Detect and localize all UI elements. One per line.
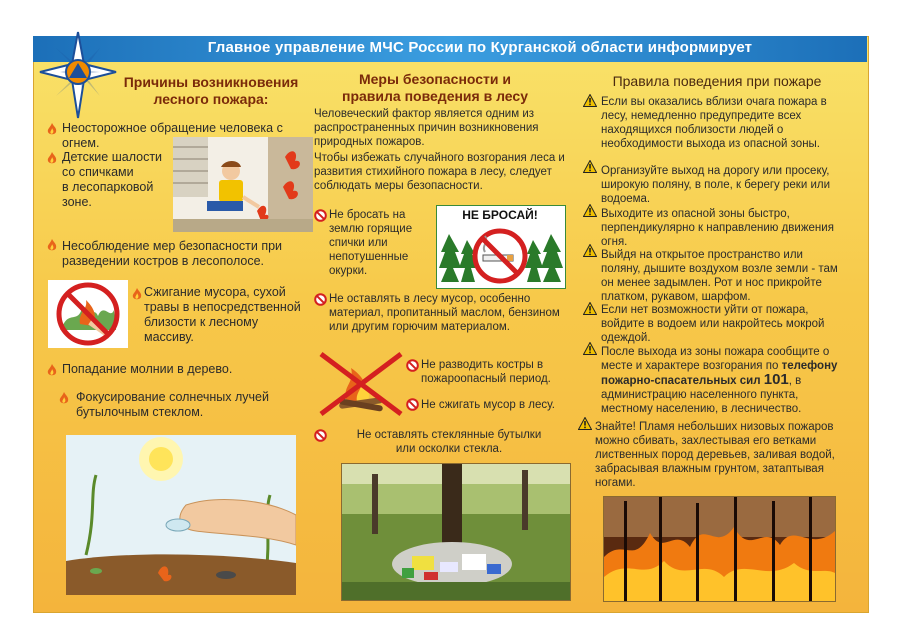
banner-title: Главное управление МЧС России по Курганской области информирует	[207, 39, 753, 56]
rule-exit-road: Организуйте выход на дорогу или просеку, широкую поляну, в поле, к берегу реки или водоема.	[601, 165, 831, 205]
col1-heading-line2: лесного пожара:	[153, 91, 269, 107]
cause-burning-line2: травы в непосредственной	[144, 300, 301, 314]
prohibit-bullet-icon	[314, 209, 327, 222]
prohibit-bullet-icon	[314, 429, 327, 442]
cause-bottle-line1: Фокусирование солнечных лучей	[76, 390, 269, 404]
rule-exit-perpendicular: Выходите из опасной зоны быстро, перпендикулярно к направлению движения огня.	[601, 208, 834, 248]
rule-report-text: После выхода из зоны пожара сообщите о месте и характере возгорания по	[601, 346, 830, 372]
prohibit-bullet-icon	[314, 293, 327, 306]
fire-bullet-icon	[131, 288, 143, 300]
cause-children-line1: Детские шалости	[62, 150, 163, 164]
warning-bullet-icon	[583, 342, 597, 355]
cause-burning-line1: Сжигание мусора, сухой	[144, 285, 286, 299]
warning-bullet-icon	[583, 204, 597, 217]
rule-report-recipients: , в администрацию населенного пункта, местному населению, в лесничество.	[601, 375, 802, 415]
col2-intro-paragraph1: Человеческий фактор является одним из распространенных причин возникновения природных пожаров.	[314, 108, 539, 148]
rule-no-burning-trash: Не сжигать мусор в лесу.	[421, 399, 555, 411]
cause-burning-trash	[144, 285, 314, 345]
warning-bullet-icon	[583, 302, 597, 315]
rule-warn-others: Если вы оказались вблизи очага пожара в лесу, немедленно предупредите всех находящихся поблизости людей о необходимости выхода из опасной зоны.	[601, 96, 827, 150]
cause-bottle-line2: бутылочным стеклом.	[76, 405, 204, 419]
warning-bullet-icon	[578, 417, 592, 430]
rule-no-matches-line4: непотушенные	[329, 251, 409, 263]
no-campfire-icon	[317, 350, 405, 418]
rule-report-phone-label: телефону пожарно-спасательных сил	[601, 360, 838, 387]
warning-bullet-icon	[583, 94, 597, 107]
col2-heading	[330, 71, 540, 105]
rule-no-matches-line5: окурки.	[329, 265, 368, 277]
forest-fire-photo	[603, 496, 836, 602]
rule-no-litter: Не оставлять в лесу мусор, особенно материал, пропитанный маслом, бензином или другим горючим материалом.	[329, 293, 560, 333]
forest-litter-photo	[341, 463, 571, 601]
rule-breathe-low: Выйдя на открытое пространство или поляну, дышите воздухом возле земли - там он менее задымлен. Рот и нос прикройте платком, рукавом, шарфом.	[601, 249, 838, 303]
col1-heading-line1: Причины возникновения	[123, 74, 299, 90]
sun-glass-hand-illustration	[66, 435, 296, 595]
rule-enter-water: Если нет возможности уйти от пожара, войдите в водоем или накройтесь мокрой одеждой.	[601, 304, 825, 344]
rule-no-glass	[329, 428, 569, 456]
fire-bullet-icon	[46, 152, 58, 164]
cause-children-line2: со спичками	[62, 165, 134, 179]
cause-bottle-glass	[76, 390, 306, 420]
do-not-throw-sign-label: НЕ БРОСАЙ!	[462, 208, 538, 222]
cause-children-line4: зоне.	[62, 195, 92, 209]
col1-heading	[96, 74, 326, 108]
rule-no-campfires-line1: Не разводить костры в	[421, 359, 544, 371]
col2-heading-line2: правила поведения в лесу	[342, 88, 528, 104]
col3-heading: Правила поведения при пожаре	[612, 73, 822, 89]
fire-bullet-icon	[46, 364, 58, 376]
no-cigarette-forest-icon	[437, 224, 563, 286]
prohibit-bullet-icon	[406, 398, 419, 411]
child-with-matches-illustration	[173, 137, 313, 232]
cause-campfire-rules: Несоблюдение мер безопасности при разведении костров в лесополосе.	[62, 239, 283, 268]
cause-careless-fire: Неосторожное обращение человека с огнем.	[62, 121, 283, 150]
rule-no-glass-line1: Не оставлять стеклянные бутылки	[356, 429, 542, 441]
cause-burning-line3: близости к лесному	[144, 315, 259, 329]
rule-no-matches-line2: землю горящие	[329, 223, 413, 235]
fire-bullet-icon	[58, 392, 70, 404]
rule-no-matches	[329, 208, 434, 278]
rule-report-fire	[601, 345, 851, 416]
col2-heading-line1: Меры безопасности и	[358, 71, 512, 87]
no-burning-grass-sign-icon	[48, 280, 128, 348]
rule-no-campfires-line2: пожароопасный период.	[421, 373, 551, 385]
rule-no-matches-line1: Не бросать на	[329, 209, 406, 221]
cause-burning-line4: массиву.	[144, 330, 194, 344]
cause-lightning: Попадание молнии в дерево.	[62, 362, 233, 376]
rule-no-glass-line2: или осколки стекла.	[395, 443, 503, 455]
fire-bullet-icon	[46, 123, 58, 135]
fire-bullet-icon	[46, 239, 58, 251]
rule-no-matches-line3: спички или	[329, 237, 388, 249]
emergency-phone-number: 101	[763, 371, 789, 388]
cause-children-line3: в лесопарковой	[62, 180, 154, 194]
warning-bullet-icon	[583, 244, 597, 257]
rule-extinguish-small-fire: Знайте! Пламя небольших низовых пожаров можно сбивать, захлестывая его ветками лиственных пород деревьев, заливая водой, забрасывая влажным грунтом, затаптывая ногами.	[595, 421, 835, 489]
prohibit-bullet-icon	[406, 359, 419, 372]
cause-children-matches	[62, 150, 172, 210]
rule-no-campfires	[421, 358, 581, 386]
col2-intro-paragraph2: Чтобы избежать случайного возгорания леса и развития стихийного пожара в лесу, следует соблюдать меры безопасности.	[314, 152, 565, 192]
warning-bullet-icon	[583, 160, 597, 173]
